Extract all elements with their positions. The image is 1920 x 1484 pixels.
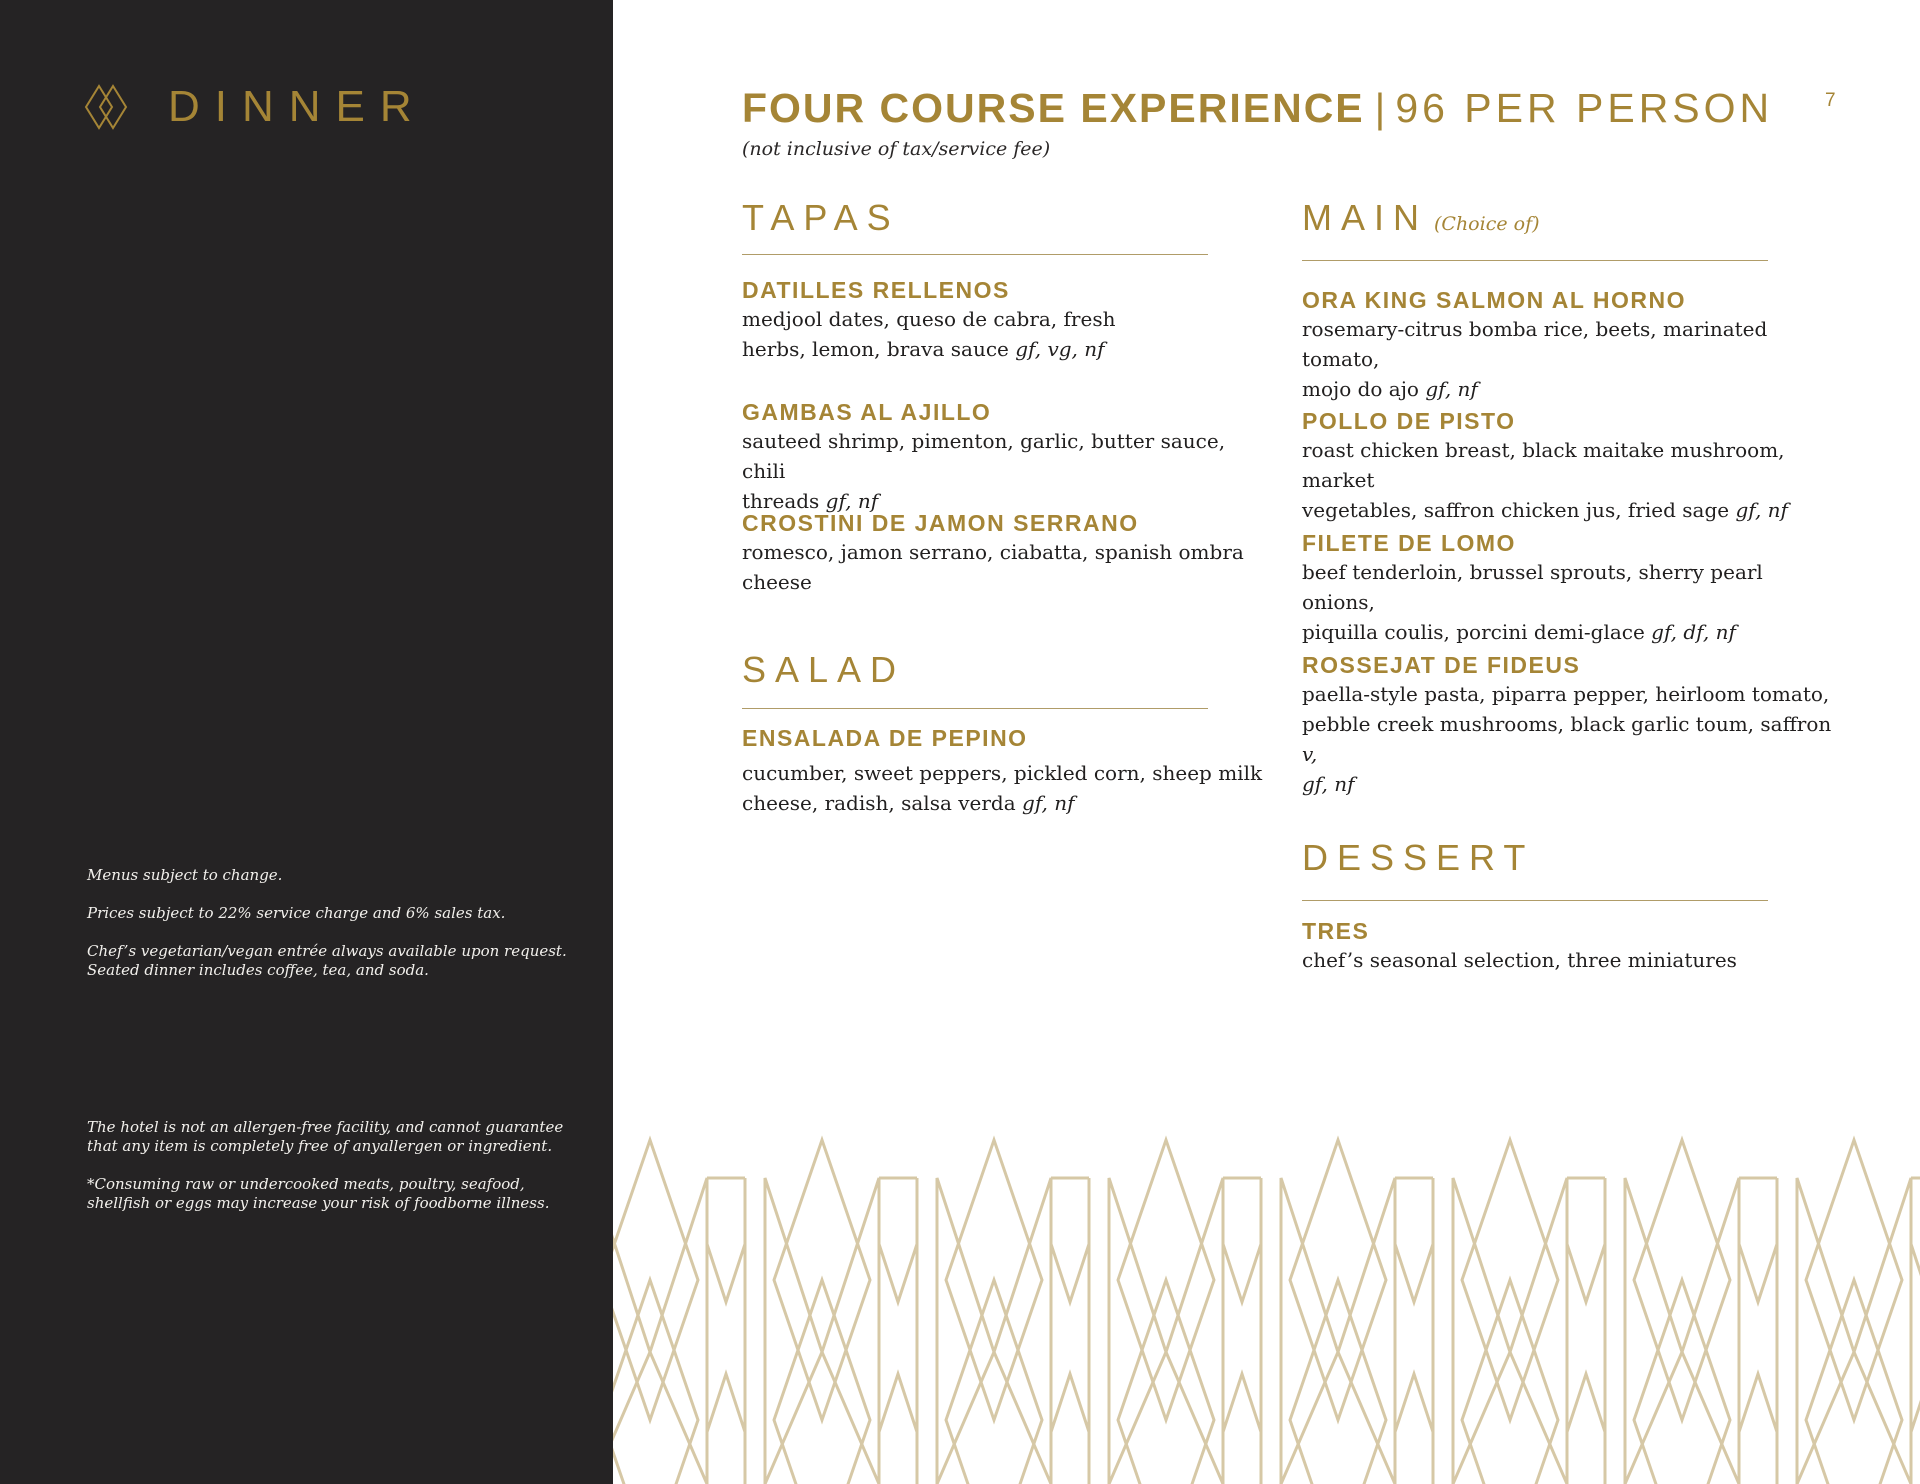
item-name: DATILLES RELLENOS <box>742 277 1010 303</box>
note-allergen-line-1: The hotel is not an allergen-free facility, and cannot guarantee <box>87 1118 564 1136</box>
note-menus-change: Menus subject to change. <box>87 866 283 884</box>
divider <box>1302 260 1768 261</box>
page-title <box>742 82 1773 134</box>
section-tapas <box>742 196 1208 255</box>
desc-line: paella-style pasta, piparra pepper, heirloom tomato, <box>1302 682 1830 706</box>
desc-line: vegetables, saffron chicken jus, fried sage <box>1302 498 1736 522</box>
desc-line: cheese, radish, salsa verda <box>742 791 1023 815</box>
page-number: 7 <box>1825 90 1836 111</box>
desc-line: chef’s seasonal selection, three miniatures <box>1302 948 1737 972</box>
section-dessert <box>1302 836 1768 901</box>
desc-line: threads <box>742 489 826 513</box>
divider <box>1302 900 1768 901</box>
desc-line: mojo do ajo <box>1302 377 1426 401</box>
dietary-tags: gf, nf <box>1022 791 1075 815</box>
divider <box>742 254 1208 255</box>
note-allergen <box>87 1118 587 1156</box>
item-name: POLLO DE PISTO <box>1302 408 1516 434</box>
item-description <box>1302 314 1832 404</box>
desc-line: beef tenderloin, brussel sprouts, sherry pearl onions, <box>1302 560 1763 614</box>
item-description <box>1302 945 1832 975</box>
desc-line: cheese <box>742 570 812 594</box>
desc-line: cucumber, sweet peppers, pickled corn, sheep milk <box>742 761 1263 785</box>
section-title-tapas: TAPAS <box>742 197 900 238</box>
item-name: GAMBAS AL AJILLO <box>742 399 992 425</box>
desc-line: sauteed shrimp, pimenton, garlic, butter sauce, chili <box>742 429 1226 483</box>
desc-line: romesco, jamon serrano, ciabatta, spanish ombra <box>742 540 1244 564</box>
menu-item-rossejat <box>1302 651 1832 799</box>
menu-item-filete <box>1302 529 1832 647</box>
note-beverages-line: Seated dinner includes coffee, tea, and soda. <box>87 961 429 979</box>
dietary-tags: gf, nf <box>825 489 879 513</box>
menu-item-tres <box>1302 917 1832 975</box>
diamond-logo-icon <box>84 84 128 130</box>
item-description <box>1302 435 1832 525</box>
item-name: TRES <box>1302 918 1370 944</box>
left-panel <box>0 0 613 1484</box>
desc-line: roast chicken breast, black maitake mushroom, market <box>1302 438 1785 492</box>
note-raw-line-1: *Consuming raw or undercooked meats, poultry, seafood, <box>87 1175 525 1193</box>
item-name: CROSTINI DE JAMON SERRANO <box>742 510 1139 536</box>
item-description <box>742 758 1272 818</box>
title-separator: | <box>1374 85 1386 131</box>
item-description <box>742 426 1272 516</box>
geometric-pattern <box>613 1132 1920 1484</box>
item-description <box>742 537 1272 597</box>
menu-item-datilles <box>742 276 1272 364</box>
divider <box>742 708 1208 709</box>
section-title-dessert: DESSERT <box>1302 837 1535 878</box>
section-main <box>1302 196 1768 261</box>
brand-header <box>84 82 427 132</box>
section-title-salad: SALAD <box>742 649 906 690</box>
item-name: ROSSEJAT DE FIDEUS <box>1302 652 1581 678</box>
item-description <box>1302 557 1832 647</box>
item-name: FILETE DE LOMO <box>1302 530 1516 556</box>
title-course: FOUR COURSE EXPERIENCE <box>742 85 1365 131</box>
menu-notes <box>87 866 587 980</box>
desc-line: piquilla coulis, porcini demi-glace <box>1302 620 1652 644</box>
dietary-tags: gf, vg, nf <box>1015 337 1105 361</box>
item-description <box>742 304 1272 364</box>
dietary-tags: v, <box>1302 742 1318 766</box>
desc-line: herbs, lemon, brava sauce <box>742 337 1016 361</box>
section-salad <box>742 648 1208 709</box>
item-name: ENSALADA DE PEPINO <box>742 725 1028 751</box>
note-consuming-raw <box>87 1175 587 1213</box>
section-title-main <box>1302 196 1768 246</box>
title-price: 96 PER PERSON <box>1395 85 1774 131</box>
menu-item-ensalada <box>742 724 1272 818</box>
dietary-tags: gf, nf <box>1735 498 1788 522</box>
menu-item-salmon <box>1302 286 1832 404</box>
desc-line: rosemary-citrus bomba rice, beets, marinated tomato, <box>1302 317 1768 371</box>
desc-line: pebble creek mushrooms, black garlic toum, saffron <box>1302 712 1832 736</box>
section-title-text: MAIN <box>1302 197 1428 238</box>
menu-item-crostini <box>742 509 1272 597</box>
item-description <box>1302 679 1832 799</box>
dietary-tags: gf, nf <box>1302 772 1355 796</box>
desc-line: medjool dates, queso de cabra, fresh <box>742 307 1116 331</box>
menu-title: DINNER <box>168 82 427 131</box>
choice-of-label: (Choice of) <box>1434 213 1540 235</box>
note-allergen-line-2: that any item is completely free of anyallergen or ingredient. <box>87 1137 553 1155</box>
allergen-notes <box>87 1118 587 1213</box>
dietary-tags: gf, df, nf <box>1651 620 1736 644</box>
note-prices: Prices subject to 22% service charge and 6% sales tax. <box>87 904 506 922</box>
dietary-tags: gf, nf <box>1425 377 1478 401</box>
menu-item-gambas <box>742 398 1272 516</box>
note-vegetarian <box>87 942 587 980</box>
item-name: ORA KING SALMON AL HORNO <box>1302 287 1686 313</box>
menu-item-pollo <box>1302 407 1832 525</box>
tax-note: (not inclusive of tax/service fee) <box>742 138 1051 160</box>
note-vegetarian-line: Chef’s vegetarian/vegan entrée always available upon request. <box>87 942 567 960</box>
note-raw-line-2: shellfish or eggs may increase your risk of foodborne illness. <box>87 1194 550 1212</box>
